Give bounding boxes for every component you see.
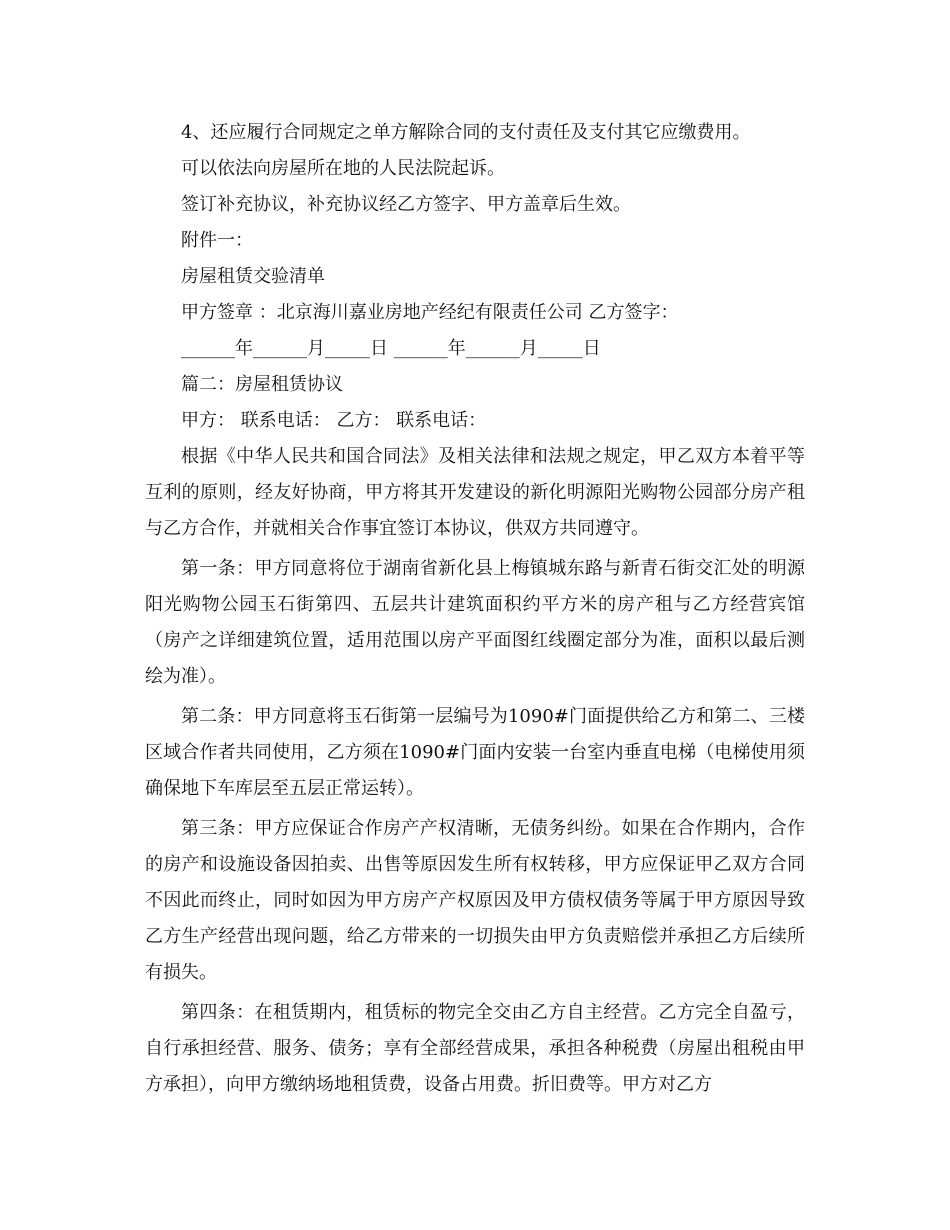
article-1-paragraph: 第一条：甲方同意将位于湖南省新化县上梅镇城东路与新青石街交汇处的明源阳光购物公园玉石街第四、五层共计建筑面积约平方米的房产租与乙方经营宾馆（房产之详细建筑位置，适用范围以房产平面图红线圈定部分为准，面积以最后测绘为准）。 (145, 558, 805, 687)
attachment-heading: 附件一： (181, 230, 253, 251)
clause-4-line: 4、还应履行合同规定之单方解除合同的支付责任及支付其它应缴费用。 (181, 122, 751, 143)
attachment-title: 房屋租赁交验清单 (181, 266, 325, 287)
document-body (145, 115, 805, 1107)
section-title: 篇二：房屋租赁协议 (181, 374, 343, 395)
parties-line: 甲方： 联系电话： 乙方： 联系电话： (181, 410, 487, 431)
supplement-line: 签订补充协议，补充协议经乙方签字、甲方盖章后生效。 (181, 194, 631, 215)
article-2-paragraph: 第二条：甲方同意将玉石街第一层编号为1090#门面提供给乙方和第二、三楼区域合作者共同使用，乙方须在1090#门面内安装一台室内垂直电梯（电梯使用须确保地下车库层至五层正常运转）。 (145, 706, 805, 799)
signature-line: 甲方签章 ：北京海川嘉业房地产经纪有限责任公司 乙方签字： (181, 302, 679, 323)
preamble-paragraph: 根据《中华人民共和国合同法》及相关法律和法规之规定，甲乙双方本着平等互利的原则，经友好协商，甲方将其开发建设的新化明源阳光购物公园部分房产租与乙方合作，并就相关合作事宜签订本协议，供双方共同遵守。 (145, 446, 805, 539)
lawsuit-line: 可以依法向房屋所在地的人民法院起诉。 (181, 158, 505, 179)
article-4-paragraph: 第四条：在租赁期内，租赁标的物完全交由乙方自主经营。乙方完全自盈亏，自行承担经营、服务、债务；享有全部经营成果，承担各种税费（房屋出租税由甲方承担），向甲方缴纳场地租赁费，设备占用费。折旧费等。甲方对乙方 (145, 1002, 805, 1095)
date-line: ______年______月_____日 ______年______月_____日 (181, 338, 601, 359)
article-3-paragraph: 第三条：甲方应保证合作房产产权清晰，无债务纠纷。如果在合作期内，合作的房产和设施设备因拍卖、出售等原因发生所有权转移，甲方应保证甲乙双方合同不因此而终止，同时如因为甲方房产产权原因及甲方债权债务等属于甲方原因导致乙方生产经营出现问题，给乙方带来的一切损失由甲方负责赔偿并承担乙方后续所有损失。 (145, 818, 805, 983)
